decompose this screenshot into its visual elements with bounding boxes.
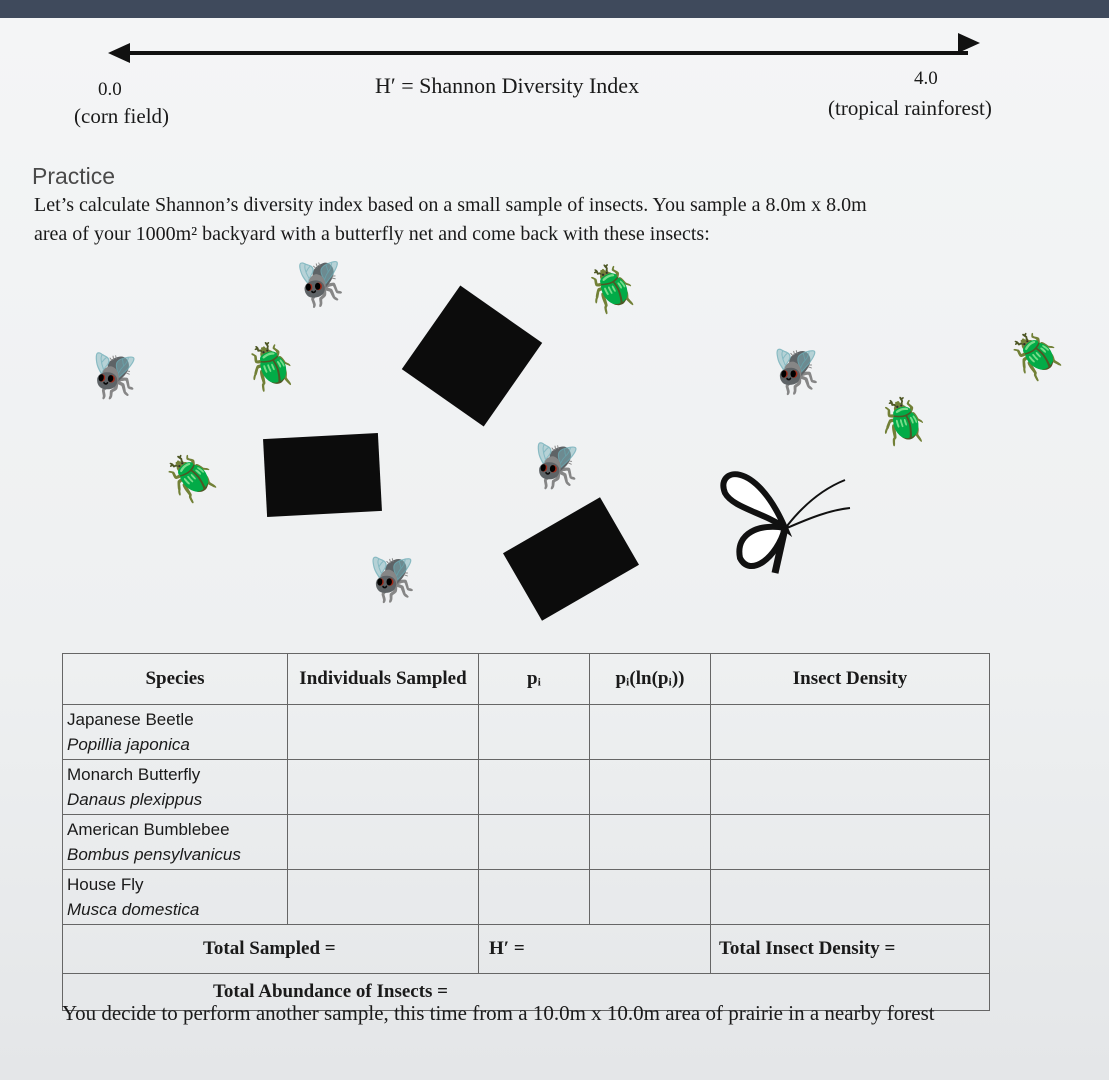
monitor-bezel	[0, 0, 1109, 18]
worksheet-page	[0, 18, 1109, 1080]
butterfly-icon	[715, 448, 855, 588]
fly-icon: 🪰	[287, 249, 356, 314]
species-scientific: Popillia japonica	[67, 735, 190, 754]
beetle-icon: 🪲	[868, 390, 939, 459]
species-scientific: Musca domestica	[67, 900, 200, 919]
fly-icon: 🪰	[526, 435, 589, 494]
individuals-cell[interactable]	[288, 870, 479, 925]
redacted-image	[402, 286, 542, 427]
table-row	[63, 705, 990, 760]
practice-intro	[34, 191, 1034, 249]
species-common: House Fly	[67, 875, 144, 894]
individuals-cell[interactable]	[288, 705, 479, 760]
pi-cell[interactable]	[479, 705, 590, 760]
density-cell[interactable]	[711, 705, 990, 760]
pi-cell[interactable]	[479, 760, 590, 815]
table-row	[63, 870, 990, 925]
header-density: Insect Density	[711, 654, 990, 705]
beetle-icon: 🪲	[1010, 333, 1065, 382]
pi-ln-pi-cell[interactable]	[590, 705, 711, 760]
total-abundance[interactable]: Total Abundance of Insects =	[63, 974, 990, 1011]
table-row	[63, 760, 990, 815]
total-density[interactable]: Total Insect Density =	[711, 925, 990, 974]
species-common: American Bumblebee	[67, 820, 230, 839]
table-row	[63, 815, 990, 870]
redacted-image	[503, 497, 639, 621]
pi-cell[interactable]	[479, 870, 590, 925]
arrow-right-icon	[958, 33, 980, 53]
scale-min-value: 0.0	[98, 79, 122, 100]
beetle-icon: 🪲	[165, 455, 220, 504]
footer-text: You decide to perform another sample, this time from a 10.0m x 10.0m area of prairie in a nearby forest	[62, 1001, 935, 1025]
species-cell	[63, 705, 288, 760]
fly-icon: 🪰	[764, 338, 831, 401]
density-cell[interactable]	[711, 870, 990, 925]
practice-intro-line1: Let’s calculate Shannon’s diversity index based on a small sample of insects. You sample a 8.0m x 8.0m	[34, 194, 867, 216]
pi-ln-pi-cell[interactable]	[590, 760, 711, 815]
species-common: Monarch Butterfly	[67, 765, 201, 784]
density-cell[interactable]	[711, 815, 990, 870]
table-header-row	[63, 654, 990, 705]
header-pi-ln-pi: pᵢ(ln(pᵢ))	[590, 654, 711, 705]
header-species: Species	[63, 654, 288, 705]
diversity-scale-line	[118, 51, 968, 55]
practice-intro-line2: area of your 1000m² backyard with a butterfly net and come back with these insects:	[34, 223, 710, 245]
total-sampled[interactable]: Total Sampled =	[63, 925, 479, 974]
individuals-cell[interactable]	[288, 815, 479, 870]
totals-row	[63, 925, 990, 974]
species-cell	[63, 870, 288, 925]
species-common: Japanese Beetle	[67, 710, 194, 729]
scale-title: H′ = Shannon Diversity Index	[375, 73, 640, 98]
fly-icon: 🪰	[84, 345, 147, 404]
fly-icon: 🪰	[360, 546, 427, 609]
individuals-cell[interactable]	[288, 760, 479, 815]
pi-ln-pi-cell[interactable]	[590, 815, 711, 870]
pi-cell[interactable]	[479, 815, 590, 870]
scale-max-value: 4.0	[914, 68, 938, 89]
beetle-icon: 🪲	[579, 260, 646, 323]
species-scientific: Danaus plexippus	[67, 790, 203, 809]
beetle-icon: 🪲	[237, 337, 306, 402]
scale-max-label: (tropical rainforest)	[828, 96, 992, 120]
pi-ln-pi-cell[interactable]	[590, 870, 711, 925]
species-cell	[63, 760, 288, 815]
scale-min-label: (corn field)	[74, 104, 170, 128]
h-prime[interactable]: H′ =	[479, 925, 711, 974]
species-scientific: Bombus pensylvanicus	[67, 845, 241, 864]
density-cell[interactable]	[711, 760, 990, 815]
header-pi: pᵢ	[479, 654, 590, 705]
header-individuals: Individuals Sampled	[288, 654, 479, 705]
redacted-image	[263, 433, 382, 517]
practice-heading: Practice	[32, 163, 116, 189]
shannon-table	[62, 653, 990, 1011]
species-cell	[63, 815, 288, 870]
